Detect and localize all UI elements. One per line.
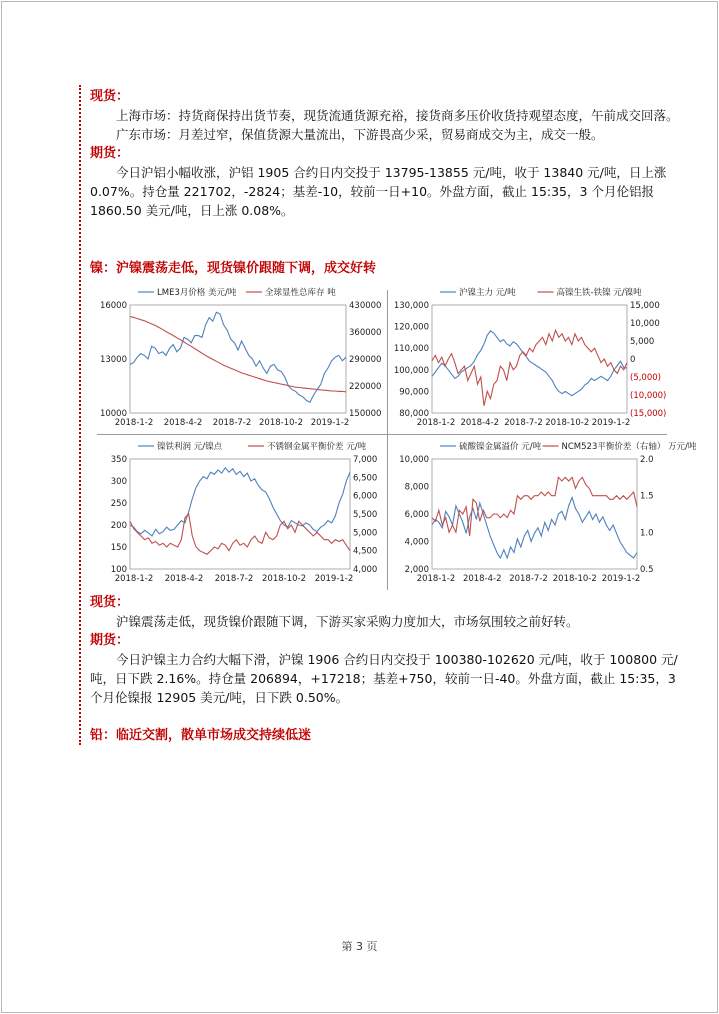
chart-grid-horizontal-divider xyxy=(97,434,667,435)
x-tick-label: 2018-1-2 xyxy=(114,418,154,428)
legend-label: 全球显性总库存 吨 xyxy=(265,288,336,298)
left-tick-label: 130,000 xyxy=(393,301,429,311)
left-tick-label: 13000 xyxy=(99,355,127,365)
right-tick-label: 6,000 xyxy=(353,491,378,502)
left-tick-label: 2,000 xyxy=(404,565,429,575)
right-tick-label: 0.5 xyxy=(640,565,654,575)
right-tick-label: 4,000 xyxy=(353,565,378,575)
plot-area xyxy=(130,305,346,413)
series-line-secondary xyxy=(432,477,637,536)
right-tick-label: 1.0 xyxy=(640,528,654,539)
right-tick-label: 290000 xyxy=(349,355,382,365)
lead-section-title: 铅：临近交割，散单市场成交持续低迷 xyxy=(90,728,312,743)
legend-label: 沪镍主力 元/吨 xyxy=(459,288,516,298)
nickel-spot-paragraph: 沪镍震荡走低，现货镍价跟随下调，下游买家采购力度加大，市场氛围较之前好转。 xyxy=(116,614,579,629)
shanghai-market-paragraph: 上海市场：持货商保持出货节奏，现货流通货源充裕，接货商多压价收货持观望态度，午前成交回落。 xyxy=(116,108,679,123)
series-line-primary xyxy=(130,468,350,536)
series-line-secondary xyxy=(130,514,350,554)
spot-heading: 现货： xyxy=(90,89,130,104)
x-tick-label: 2018-10-2 xyxy=(552,574,597,584)
guangdong-market-paragraph: 广东市场：月差过窄，保值货源大量流出，下游畏高少采，贸易商成交为主，成交一般。 xyxy=(116,127,604,142)
legend-label: LME3月价格 美元/吨 xyxy=(157,288,237,298)
right-tick-label: 220000 xyxy=(349,382,382,392)
left-tick-label: 10000 xyxy=(99,409,127,419)
right-tick-label: 10,000 xyxy=(630,319,660,329)
legend-label: NCM523平衡价差（右轴） 万元/吨 xyxy=(561,442,697,452)
aluminium-futures-paragraph: 今日沪铝小幅收涨，沪铝 1905 合约日内交投于 13795-13855 元/吨，收于 13840 元/吨，日上涨 0.07%。持仓量 221702，-2824；基差-10，较前一日+10。外盘方面，截止 15:35，3 个月伦铝报 1860.50 美元/吨，日上涨 0.08%。 xyxy=(90,165,667,218)
chart-lme-price-inventory xyxy=(92,283,382,431)
x-tick-label: 2018-7-2 xyxy=(214,574,254,584)
x-tick-label: 2018-1-2 xyxy=(416,418,456,428)
series-line-primary xyxy=(432,498,637,559)
spot-heading: 现货： xyxy=(90,595,130,610)
left-tick-label: 100,000 xyxy=(393,365,429,376)
plot-area xyxy=(432,305,627,413)
right-tick-label: (5,000) xyxy=(630,373,661,383)
legend-label: 硫酸镍金属溢价 元/吨 xyxy=(459,442,542,452)
left-tick-label: 4,000 xyxy=(404,537,429,548)
legend-label: 高镍生铁-铁镍 元/镍吨 xyxy=(556,288,642,298)
x-tick-label: 2018-10-2 xyxy=(262,574,306,584)
chart-grid-vertical-divider xyxy=(387,290,388,590)
right-tick-label: 6,500 xyxy=(353,473,378,484)
left-tick-label: 250 xyxy=(110,499,127,509)
x-tick-label: 2018-10-2 xyxy=(545,418,590,428)
left-tick-label: 6,000 xyxy=(404,510,429,520)
x-tick-label: 2018-1-2 xyxy=(114,574,154,584)
left-tick-label: 16000 xyxy=(99,301,127,311)
x-tick-label: 2019-1-2 xyxy=(601,574,641,584)
x-tick-label: 2018-4-2 xyxy=(163,418,203,428)
legend-label: 镍铁利润 元/镍点 xyxy=(157,442,223,452)
right-tick-label: 1.5 xyxy=(640,491,654,502)
futures-heading: 期货： xyxy=(90,146,130,161)
page-number: 第 3 页 xyxy=(341,940,378,953)
right-tick-label: 7,000 xyxy=(353,455,378,465)
right-tick-label: 15,000 xyxy=(630,301,660,311)
futures-heading: 期货： xyxy=(90,633,130,648)
x-tick-label: 2018-7-2 xyxy=(504,418,543,428)
x-tick-label: 2019-1-2 xyxy=(591,418,631,428)
plot-area xyxy=(130,459,350,569)
chart-nickel-sulfate-premium-ncm523 xyxy=(392,437,697,587)
x-tick-label: 2018-4-2 xyxy=(164,574,204,584)
left-tick-label: 90,000 xyxy=(399,387,429,398)
left-tick-label: 350 xyxy=(110,455,127,465)
chart-svg-0 xyxy=(92,283,382,431)
nickel-spot-section xyxy=(90,593,690,707)
right-tick-label: 5,000 xyxy=(353,528,378,539)
chart-nickel-iron-profit-stainless xyxy=(92,437,382,587)
nickel-section-title: 镍：沪镍震荡走低，现货镍价跟随下调，成交好转 xyxy=(90,261,377,276)
right-tick-label: 430000 xyxy=(349,301,382,311)
nickel-futures-paragraph: 今日沪镍主力合约大幅下滑，沪镍 1906 合约日内交投于 100380-102620 元/吨，收于 100800 元/吨，日下跌 2.16%。持仓量 206894，+17218；基差+750，较前一日-40。外盘方面，截止 15:35，3 个月伦镍报 12905 美元/吨，日下跌 0.50%。 xyxy=(90,652,678,705)
series-line-secondary xyxy=(432,330,627,406)
chart-svg-2 xyxy=(92,437,382,587)
left-tick-label: 110,000 xyxy=(393,344,429,355)
right-tick-label: (10,000) xyxy=(630,391,667,401)
right-tick-label: 360000 xyxy=(349,328,382,338)
left-tick-label: 150 xyxy=(110,543,127,553)
left-tick-label: 300 xyxy=(110,477,127,487)
x-tick-label: 2019-1-2 xyxy=(314,574,354,584)
aluminium-spot-section xyxy=(90,87,690,220)
left-tick-label: 8,000 xyxy=(404,482,429,493)
right-tick-label: 5,500 xyxy=(353,510,378,520)
left-tick-label: 120,000 xyxy=(393,322,429,333)
right-tick-label: 150000 xyxy=(349,409,382,419)
left-tick-label: 10,000 xyxy=(399,455,429,465)
x-tick-label: 2018-1-2 xyxy=(416,574,456,584)
legend-label: 不锈钢金属平衡价差 元/吨 xyxy=(267,442,367,452)
dotted-margin-line xyxy=(79,85,81,745)
x-tick-label: 2018-7-2 xyxy=(212,418,252,428)
left-tick-label: 80,000 xyxy=(399,409,429,419)
right-tick-label: 5,000 xyxy=(630,337,655,347)
series-line-primary xyxy=(432,331,627,396)
left-tick-label: 200 xyxy=(110,521,127,531)
x-tick-label: 2018-4-2 xyxy=(460,418,500,428)
right-tick-label: (15,000) xyxy=(630,409,667,419)
right-tick-label: 4,500 xyxy=(353,546,378,557)
right-tick-label: 2.0 xyxy=(640,455,654,465)
x-tick-label: 2018-7-2 xyxy=(509,574,548,584)
series-line-secondary xyxy=(130,317,346,392)
chart-svg-1 xyxy=(392,283,667,431)
chart-shfe-nickel-npi-spread xyxy=(392,283,667,431)
chart-svg-3 xyxy=(392,437,697,587)
left-tick-label: 100 xyxy=(110,565,127,575)
x-tick-label: 2019-1-2 xyxy=(310,418,350,428)
x-tick-label: 2018-10-2 xyxy=(259,418,303,428)
right-tick-label: 0 xyxy=(630,355,636,365)
x-tick-label: 2018-4-2 xyxy=(462,574,502,584)
